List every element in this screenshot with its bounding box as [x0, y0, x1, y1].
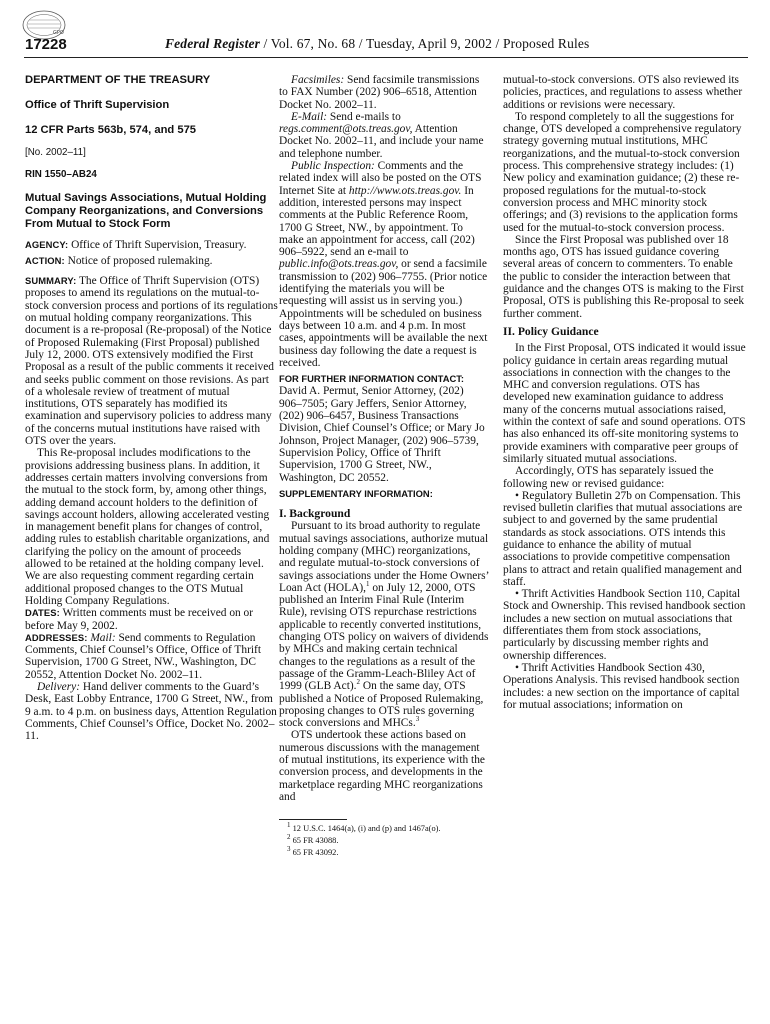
column-3 [503, 74, 748, 711]
footnote-rule [279, 819, 347, 820]
agency-line [25, 239, 279, 251]
background-text-c: On the same day, OTS published a Notice of Proposed Rulemaking, proposing changes to OTS rules governing stock conversions and MHCs. [279, 680, 484, 730]
footnote-text-1: 12 U.S.C. 1464(a), (i) and (p) and 1467a(o). [290, 824, 441, 834]
email-address-link[interactable]: regs.comment@ots.treas.gov, [279, 123, 413, 136]
addresses-paragraph [25, 632, 279, 681]
public-info-email-link[interactable]: public.info@ots.treas.gov, [279, 258, 399, 271]
facsimile-paragraph [279, 74, 489, 111]
action-label: ACTION: [25, 254, 65, 266]
agency-label: AGENCY: [25, 238, 69, 250]
continued-paragraph-2: To respond completely to all the suggestions for change, OTS developed a comprehensive regulatory strategy governing mutual institutions, MHC reorganizations, and the mutual-to-stock conversion process. This comprehensive strategy includes: (1) New policy and examination guidance; (2) these re-proposed regulations for the mutual-to-stock conversion process and MHC minority stock offerings; and (3) revisions to the application forms used for the mutual-to-stock conversion process. [503, 110, 742, 234]
mail-label: Mail: [87, 631, 116, 644]
addresses-text: Send comments to Regulation Comments, Chief Counsel’s Office, Office of Thrift Supervision, 1700 G Street, NW., Washington, DC 20552, Attention Docket No. 2002–11. [25, 631, 261, 681]
summary-paragraph-2: This Re-proposal includes modifications to the provisions addressing business plans. In addition, it addresses certain matters involving conversions from the mutual to the stock form, by, among other things, adding demand account holders to the definition of savings account holders, allowing accelerated vesting in management benefit plans for changes of control, adding rules to establish charitable organizations, and clarifying the policy on the amount of proceeds allowed to be retained at the holding company level. We are also requesting comment regarding certain additional proposed changes to the OTS Mutual Holding Company Regulations. [25, 447, 270, 607]
email-post: Attention Docket No. 2002–11, and include your name and telephone number. [279, 123, 484, 160]
footnote-2 [279, 835, 489, 847]
summary-text: The Office of Thrift Supervision (OTS) proposes to amend its regulations on the mutual-to-stock conversion process and portions of its regulations on mutual holding company reorganizations. This document is a re-proposal (Re-proposal) of the Notice of Proposed Rulemaking (First Proposal) published July 12, 2000. OTS extensively modified the First Proposal as a result of the public comments it received and seeks public comment on those revisions. As part of a wholesale review of treatment of mutual institutions, OTS separately has modified its examination and supervisory policies to address many of the concerns mutual institutions have raised with OTS over the years. [25, 275, 278, 448]
page-number: 17228 [25, 36, 67, 53]
department-heading: DEPARTMENT OF THE TREASURY [25, 74, 211, 86]
inspection-label: Public Inspection: [291, 160, 375, 173]
addresses-label: ADDRESSES: [25, 631, 88, 643]
ots-website-link[interactable]: http://www.ots.treas.gov. [348, 184, 462, 197]
bullet-handbook-110: • Thrift Activities Handbook Section 110, Capital Stock and Ownership. This revised handbook section includes a new section on mutual associations that differentiates them from stock associations, particularly by discussing member rights and ownership differences. [503, 588, 746, 662]
action-line [25, 255, 279, 267]
footnote-num-3: 3 [287, 845, 291, 854]
bullet-regulatory-bulletin: • Regulatory Bulletin 27b on Compensation. This revised bulletin clarifies that mutual associations are subject to and governed by the same prudential standards as stock associations. OTS intends this guidance to enhance the ability of mutual associations to provide competitive compensation plans to attract and retain qualified management and staff. [503, 489, 743, 588]
policy-paragraph-2: Accordingly, OTS has separately issued the following new or revised guidance: [503, 465, 714, 490]
action-text: Notice of proposed rulemaking. [64, 254, 213, 267]
continued-paragraph-1: mutual-to-stock conversions. OTS also reviewed its policies, practices, and regulations to assess whether additions or revisions were necessary. [503, 74, 743, 111]
continued-paragraph-3: Since the First Proposal was published over 18 months ago, OTS has issued guidance covering several areas of concern to commenters. To enable the public to consider the interaction between that guidance and the changes OTS is making to the First Proposal, OTS is publishing this Re-proposal to seek further comment. [503, 233, 745, 320]
inspection-paragraph [279, 160, 489, 369]
summary-paragraph [25, 275, 279, 447]
email-label: E-Mail: [291, 110, 328, 123]
facsimile-text: Send facsimile transmissions to FAX Number (202) 906–6518, Attention Docket No. 2002–11. [279, 74, 480, 111]
column-1 [25, 74, 279, 742]
running-head [165, 36, 589, 52]
agency-text: Office of Thrift Supervision, Treasury. [68, 238, 247, 251]
dates-text: Written comments must be received on or before May 9, 2002. [25, 607, 254, 632]
delivery-label: Delivery: [37, 680, 81, 693]
background-text-a: Pursuant to its broad authority to regulate mutual savings associations, authorize mutual holding company (MHC) reorganizations, and regulate mutual-to-stock conversions of savings associations under the Home Owners’ Loan Act (HOLA), [279, 520, 489, 594]
summary-label: SUMMARY: [25, 275, 77, 287]
docket-number: [No. 2002–11] [25, 147, 86, 158]
footnote-num-1: 1 [287, 821, 291, 830]
footnote-ref-2: 2 [356, 678, 361, 687]
inspection-mid: In addition, interested persons may inspect comments at the Public Reference Room, 1700 G Street, NW., by appointment. To make an appointment for access, call (202) 906–5922, send an e-mail to [279, 184, 475, 259]
rule-title: Mutual Savings Associations, Mutual Holding Company Reorganizations, and Conversions From Mutual to Stock Form [25, 191, 267, 230]
footnote-3 [279, 847, 489, 859]
background-heading: I. Background [279, 507, 351, 521]
delivery-paragraph [25, 681, 279, 742]
dates-paragraph [25, 607, 279, 632]
publication-name: Federal Register [165, 36, 261, 51]
footnote-text-2: 65 FR 43088. [290, 836, 339, 846]
footnote-ref-1: 1 [366, 580, 370, 589]
footnote-text-3: 65 FR 43092. [290, 848, 339, 858]
svg-text:GPO: GPO [53, 30, 64, 36]
footnote-num-2: 2 [287, 833, 291, 842]
inspection-pre: Comments and the related index will also be posted on the OTS Internet Site at [279, 160, 482, 197]
cfr-parts: 12 CFR Parts 563b, 574, and 575 [25, 124, 197, 136]
issue-info: / Vol. 67, No. 68 / Tuesday, April 9, 2002 / Proposed Rules [260, 36, 590, 51]
rin-number: RIN 1550–AB24 [25, 169, 97, 181]
background-text-b: on July 12, 2000, OTS published an Interim Final Rule (Interim Rule), revising OTS repurchase restrictions applicable to recently converted institutions, changing OTS policy on waivers of dividends by MHCs and making certain technical changes to the regulations as a result of the passage of the Gramm-Leach-Bliley Act of 1999 (GLB Act). [279, 581, 489, 693]
footnote-ref-3: 3 [415, 715, 420, 724]
column-2 [279, 74, 489, 859]
email-pre: Send e-mails to [327, 110, 401, 123]
contact-text: David A. Permut, Senior Attorney, (202) 906–7505; Gary Jeffers, Senior Attorney, (202) 906–6457, Business Transactions Division, Chief Counsel’s Office; or Mary Jo Johnson, Project Manager, (202) 906–5739, Supervision Policy, Office of Thrift Supervision, 1700 G Street, NW., Washington, DC 20552. [279, 385, 485, 484]
footnote-1 [279, 823, 489, 835]
background-paragraph-2: OTS undertook these actions based on numerous discussions with the management of mutual institutions, its experience with the conversion process, and developments in the marketplace regarding MHC reorganizations and [279, 729, 485, 803]
bullet-handbook-430: • Thrift Activities Handbook Section 430, Operations Analysis. This revised handbook section includes: a new section on the importance of capital for mutual associations; information on [503, 661, 740, 711]
facsimile-label: Facsimiles: [291, 74, 345, 86]
delivery-text: Hand deliver comments to the Guard’s Desk, East Lobby Entrance, 1700 G Street, NW., from 9 a.m. to 4 p.m. on business days, Attention Regulation Comments, Chief Counsel’s Office, Docket No. 2002–11. [25, 680, 277, 743]
inspection-post: or send a facsimile transmission to (202) 906–7755. (Prior notice identifying the materials you will be requesting will assist us in serving you.) Appointments will be scheduled on business days between 10 a.m. and 4 p.m. In most cases, appointments will be available the next business day following the date a request is received. [279, 258, 488, 369]
policy-paragraph-1: In the First Proposal, OTS indicated it would issue policy guidance in certain areas regarding mutual associations in connection with the changes to the MHC and conversion regulations. OTS has developed new examination guidance to address many of the concerns mutual associations raised, within the context of safe and sound operations. OTS has also enhanced its off-site monitoring systems to provide examiners with comparative peer groups of similarly situated mutual associations. [503, 342, 746, 465]
dates-label: DATES: [25, 607, 60, 619]
office-heading: Office of Thrift Supervision [25, 99, 170, 111]
policy-guidance-heading: II. Policy Guidance [503, 324, 599, 338]
header-rule [24, 57, 748, 58]
running-header [0, 36, 770, 58]
email-paragraph [279, 111, 489, 160]
supplementary-label: SUPPLEMENTARY INFORMATION: [279, 487, 433, 499]
contact-label: FOR FURTHER INFORMATION CONTACT: [279, 373, 465, 385]
background-paragraph-1 [279, 520, 489, 729]
